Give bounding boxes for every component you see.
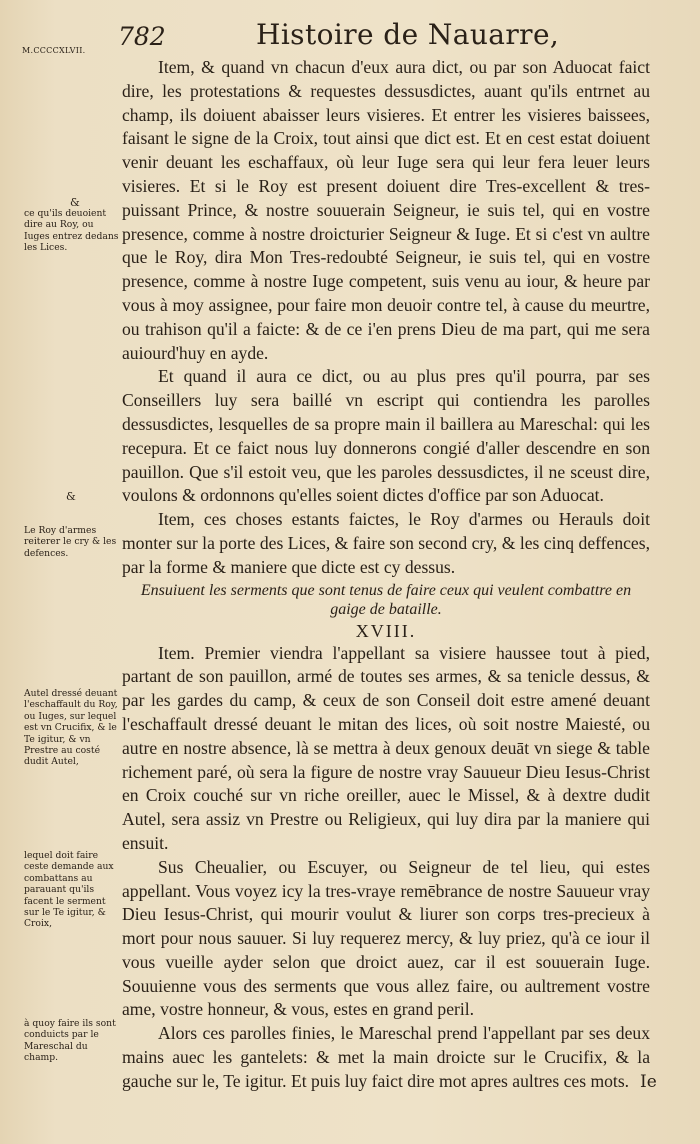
margin-note: à quoy faire ils sont conduicts par le Mareschal du champ.: [24, 1018, 116, 1064]
paragraph: Item, ces choses estants faictes, le Roy d'armes ou Herauls doit monter sur la porte des Lices, & faire son second cry, & les cinq deffences, par la forme & maniere que dicte est cy dessus.: [122, 509, 650, 577]
margin-year: M.CCCCXLVII.: [22, 46, 86, 55]
catchword: Ie: [640, 1072, 657, 1092]
paragraph: Et quand il aura ce dict, ou au plus pres qu'il pourra, par ses Conseillers luy sera baillé vn escript qui contiendra les parolles dessusdictes, lesquelles de sa propre main il baillera au Mareschal: qui les recepura. Et ce faict nous luy donnerons congié d'aller descendre en son pauillon. Que s'il estoit veu, que les paroles dessusdictes, il ne sceust dire, voulons & ordonnons qu'elles soient dictes d'office par son Aduocat.: [122, 366, 650, 506]
margin-note: Autel dressé deuant l'eschaffault du Roy, ou Iuges, sur lequel est vn Crucifix, & le Te igitur, & vn Prestre au costé dudit Autel,: [24, 688, 118, 768]
section-heading: Ensuiuent les serments que sont tenus de faire ceux qui veulent combattre en gaige de bataille.: [140, 581, 632, 619]
section-numeral: XVIII.: [355, 620, 417, 641]
main-text: [122, 56, 650, 1094]
running-title: Histoire de Nauarre,: [256, 18, 560, 51]
paragraph: Alors ces parolles finies, le Mareschal prend l'appellant par ses deux mains auec les gantelets: & met la main droicte sur le Crucifix, & la gauche sur le, Te igitur. Et puis luy faict dire mot apres aultres ces mots.: [122, 1023, 650, 1091]
margin-ampersand: &: [70, 196, 80, 209]
paragraph: Item. Premier viendra l'appellant sa visiere haussee tout à pied, partant de son pauillon, armé de toutes ses armes, & sa tenicle dessus, & par les gardes du camp, & ceux de son Conseil doit estre amené deuant l'eschaffault dressé deuant le mitan des lices, où soit nostre Maiesté, ou autre en nostre absence, là se mettra à deux genoux deuāt vn siege & table richement paré, où sera la figure de nostre vray Sauueur Dieu Iesus-Christ en Croix couché sur vn riche oreiller, auec le Missel, & à dextre dudit Autel, sera assiz vn Prestre ou Religieux, qui luy dira par la maniere qui ensuit.: [122, 642, 650, 853]
margin-note: Le Roy d'armes reiterer le cry & les defences.: [24, 525, 117, 559]
margin-note: ce qu'ils deuoient dire au Roy, ou Iuges entrez dedans les Lices.: [24, 208, 119, 254]
paragraph: Sus Cheualier, ou Escuyer, ou Seigneur de tel lieu, qui estes appellant. Vous voyez icy la tres-vraye remēbrance de nostre Sauueur vray Dieu Iesus-Christ, qui mourir voulut & liurer son corps tres-precieux à mort pour nous sauuer. Si luy requerez mercy, & luy priez, qu'à ce iour il vous vueille ayder selon que droict auez, car il est souuerain Iuge. Souuienne vous des serments que vous allez faire, ou aultrement vostre ame, vostre honneur, & vous, estes en grand peril.: [122, 856, 650, 1020]
page-number: 782: [118, 22, 166, 51]
margin-ampersand: &: [66, 490, 76, 503]
paragraph: Item, & quand vn chacun d'eux aura dict, ou par son Aduocat faict dire, les protestations & requestes dessusdictes, auant qu'ils entrnet au champ, ils doiuent abaisser leurs visieres. Et entrer les visieres baissees, faisant le signe de la Croix, tout ainsi que dict est. Et en cest estat doiuent venir deuant les eschaffaux, où leur Iuge sera qui leur fera leuer leurs visieres. Et si le Roy est present doiuent dire Tres-excellent & tres-puissant Prince, & nostre souuerain Seigneur, ie suis tel, qui en vostre presence, comme à nostre droicturier Seigneur & Iuge. Et si c'est vn aultre que le Roy, dira Mon Tres-redoubté Seigneur, ie suis tel, qui en vostre presence, comme à nostre Iuge competent, suis venu au iour, & heure par vous à moy assignee, pour faire mon deuoir contre tel, à cause du meurtre, ou trahison qu'il a faicte: & de ce i'en prens Dieu de ma part, qui me sera auiourd'huy en ayde.: [122, 57, 650, 363]
margin-note: lequel doit faire ceste demande aux combattans au parauant qu'ils facent le serment sur le Te igitur, & Croix,: [24, 850, 114, 930]
